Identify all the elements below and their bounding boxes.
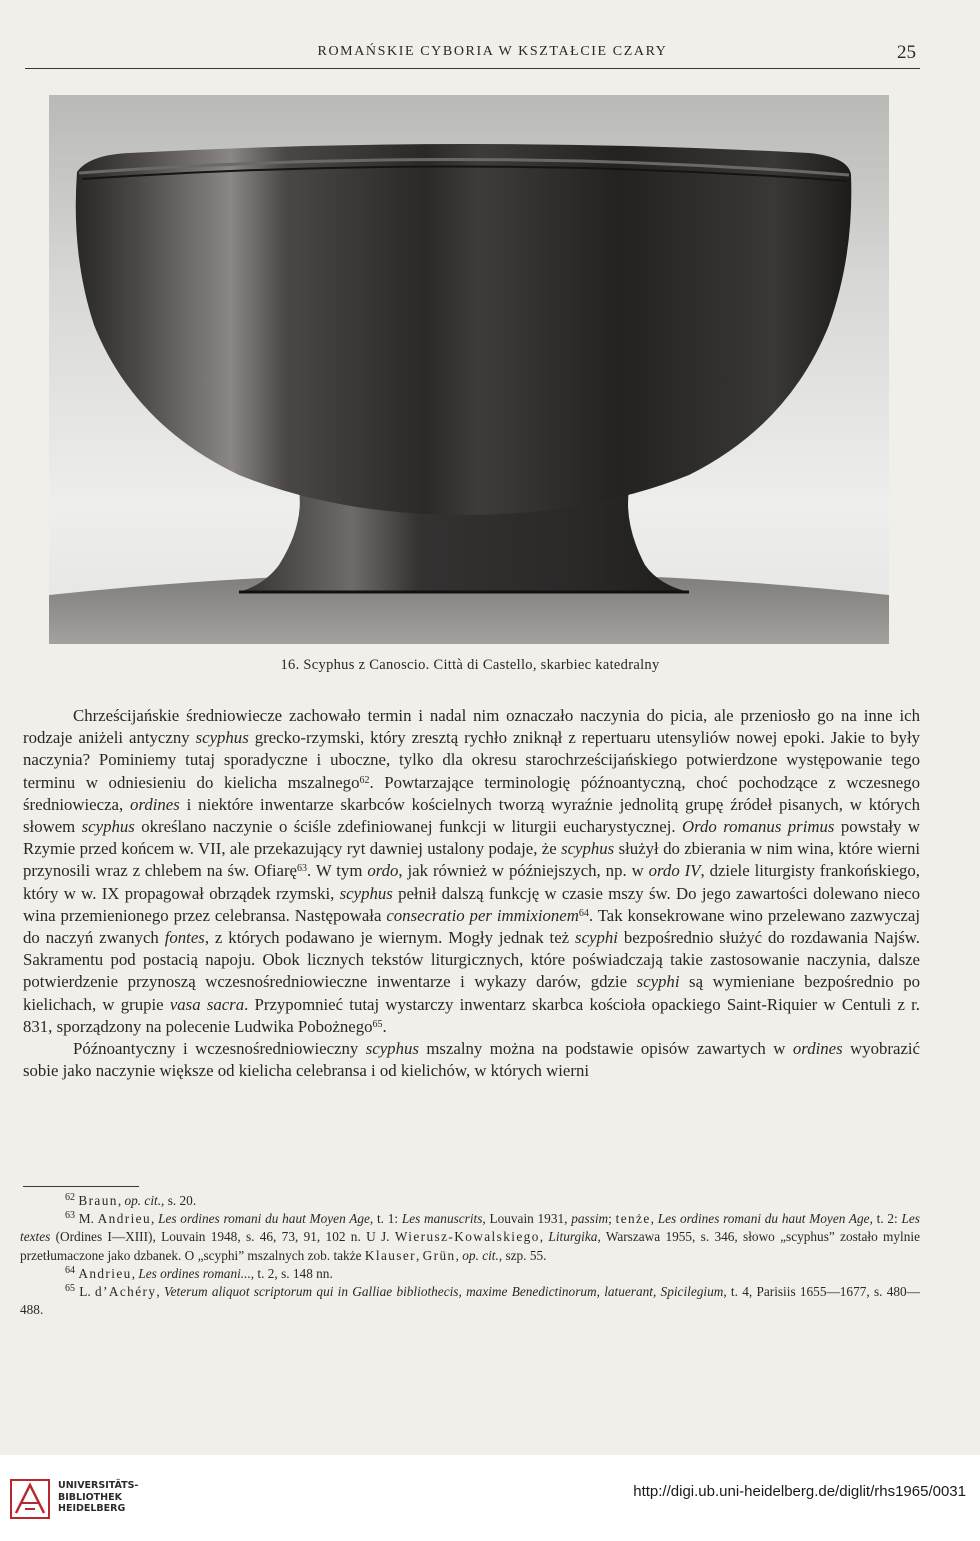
running-title: ROMAŃSKIE CYBORIA W KSZTAŁCIE CZARY [317, 44, 668, 59]
source-url-link[interactable]: http://digi.ub.uni-heidelberg.de/diglit/rhs1965/0031 [633, 1483, 966, 1500]
figure-caption: 16. Scyphus z Canoscio. Città di Castello, skarbiec katedralny [280, 657, 660, 673]
page-number: 25 [897, 42, 916, 63]
university-library-logo-icon [10, 1479, 50, 1519]
footnotes [20, 1192, 920, 1319]
footnote-divider [23, 1186, 139, 1187]
digitization-footer [0, 1455, 980, 1541]
page-header [25, 38, 920, 69]
footnote-65: $^{65}$ L. d’Achéry, Veterum aliquot scriptorum qui in Galliae bibliothecis, maxime Benedictinorum, latuerant, Spicilegium, t. 4, Parisiis 1655—1677, s. 480—488. [20, 1283, 920, 1318]
library-name: UNIVERSITÄTS- BIBLIOTHEK HEIDELBERG [58, 1480, 139, 1514]
paragraph: Późnoantyczny i wczesnośredniowieczny scyphus mszalny można na podstawie opisów zawartych w ordines wyobrazić sobie jako naczynie większe od kielicha celebransa i od kielichów, w których wierni [23, 1039, 920, 1081]
scyphus-photograph [49, 95, 889, 644]
footnote-63: $^{63}$ M. Andrieu, Les ordines romani du haut Moyen Age, t. 1: Les manuscrits, Louvain 1931, passim; tenże, Les ordines romani du haut Moyen Age, t. 2: Les textes (Ordines I—XIII), Louvain 1948, s. 46, 73, 91, 102 n. U J. Wierusz-Kowalskiego, Liturgika, Warszawa 1955, s. 346, słowo „scyphus” zostało mylnie przetłumaczone jako dzbanek. O „scyphi” mszalnych zob. także Klauser, Grün, op. cit., szp. 55. [20, 1210, 920, 1263]
footnote-62: $^{62}$ Braun, op. cit., s. 20. [65, 1192, 197, 1208]
footnote-64: $^{64}$ Andrieu, Les ordines romani..., t. 2, s. 148 nn. [65, 1264, 333, 1281]
paragraph: Chrześcijańskie średniowiecze zachowało termin i nadal nim oznaczało naczynia do picia, ale przeniosło go na inne ich rodzaje aniżeli antyczny scyphus grecko-rzymski, który zresztą rychło zniknął z repertuaru utensyliów nowej epoki. Jakie to były naczynia? Pominiemy tutaj sporadyczne i uboczne, tylko dla okresu starochrześcijańskiego potwierdzone występowanie tego terminu w odniesieniu do kielicha mszalnego$^{62}$. Powtarzające terminologię późnoantyczną, choć pochodzące z wczesnego średniowiecza, ordines i niektóre inwentarze skarbców kościelnych tworzą wyraźnie jednolitą grupę źródeł pisanych, w których słowem scyphus określano naczynie o ściśle zdefiniowanej funkcji w liturgii eucharystycznej. Ordo romanus primus powstały w Rzymie przed końcem w. VII, ale przekazujący ryt dawniej ustalony podaje, że scyphus służył do zbierania w nim wina, które wierni przynosili wraz z chlebem na św. Ofiarę$^{63}$. W tym ordo, jak również w późniejszych, np. w ordo IV, dziele liturgisty frankońskiego, który w w. IX propagował obrządek rzymski, scyphus pełnił dalszą funkcję w czasie mszy św. Do jego zawartości dolewano nieco wina przemienionego przez celebransa. Następowała consecratio per immixionem$^{64}$. Tak konsekrowane wino przelewano zazwyczaj do naczyń zwanych fontes, z których podawano je wiernym. Mogły jednak też scyphi bezpośrednio służyć do rozdawania Najśw. Sakramentu pod postacią napoju. Obok licznych tekstów liturgicznych, które poświadczają takie zastosowanie naczynia, dalsze potwierdzenie przynoszą wczesnośredniowieczne inwentarze i wykazy darów, gdzie scyphi są wymieniane bezpośrednio po kielichach, w grupie vasa sacra. Przypomnieć tutaj wystarczy inwentarz skarbca kościoła opackiego Saint-Riquier w Centuli z r. 831, sporządzony na polecenie Ludwika Pobożnego$^{65}$. [23, 706, 921, 1036]
body-text [23, 705, 920, 1082]
